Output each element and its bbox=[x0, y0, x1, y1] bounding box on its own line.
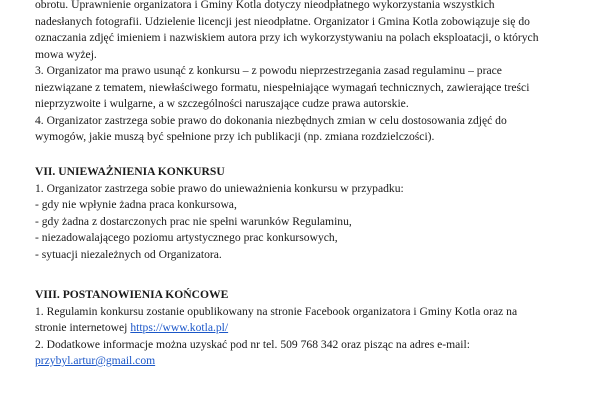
paragraph-line: nadesłanych fotografii. Udzielenie licencji jest nieodpłatne. Organizator i Gmina Kotla zobowiązuje się do bbox=[35, 14, 530, 28]
paragraph-line: 1. Organizator zastrzega sobie prawo do unieważnienia konkursu w przypadku: bbox=[35, 181, 404, 195]
paragraph-line: obrotu. Uprawnienie organizatora i Gminy Kotla dotyczy nieodpłatnego wykorzystania wszystkich bbox=[35, 0, 495, 11]
website-link[interactable]: https://www.kotla.pl/ bbox=[130, 321, 229, 334]
paragraph-line: 1. Regulamin konkursu zostanie opublikowany na stronie Facebook organizatora i Gminy Kotla oraz na bbox=[35, 304, 518, 318]
paragraph-line: oznaczania zdjęć imieniem i nazwiskiem autora przy ich wykorzystywaniu na polach eksploatacji, o których bbox=[35, 31, 539, 44]
paragraph-line: 4. Organizator zastrzega sobie prawo do dokonania niezbędnych zmian w celu dostosowania zdjęć do bbox=[35, 113, 507, 127]
paragraph-line: wymogów, jakie muszą być spełnione przy ich publikacji (np. zmiana rozdzielczości). bbox=[35, 130, 435, 143]
section-heading-7: VII. UNIEWAŻNIENIA KONKURSU bbox=[35, 165, 225, 178]
paragraph-line: mowa wyżej. bbox=[35, 47, 97, 61]
list-item: - gdy żadna z dostarczonych prac nie spełni warunków Regulaminu, bbox=[35, 214, 352, 228]
section-heading-8: VIII. POSTANOWIENIA KOŃCOWE bbox=[35, 288, 229, 301]
paragraph-line: 3. Organizator ma prawo usunąć z konkursu – z powodu nieprzestrzegania zasad regulaminu – prace bbox=[35, 64, 502, 77]
list-item: - gdy nie wpłynie żadna praca konkursowa, bbox=[35, 198, 237, 211]
email-link[interactable]: przybyl.artur@gmail.com bbox=[35, 354, 156, 367]
paragraph-text: stronie internetowej bbox=[35, 321, 131, 334]
paragraph-line: niezwiązane z tematem, niewłaściwego formatu, niespełniające wymagań technicznych, zawierające treści bbox=[35, 80, 530, 94]
paragraph-line: nieprzyzwoite i wulgarne, a w szczególności naruszające cudze prawa autorskie. bbox=[35, 97, 409, 110]
paragraph-line bbox=[35, 353, 155, 369]
paragraph-line: 2. Dodatkowe informacje można uzyskać pod nr tel. 509 768 342 oraz pisząc na adres e-mail: bbox=[35, 337, 470, 351]
paragraph-line bbox=[35, 320, 228, 336]
list-item: - sytuacji niezależnych od Organizatora. bbox=[35, 247, 222, 261]
list-item: - niezadowalającego poziomu artystycznego prac konkursowych, bbox=[35, 231, 338, 244]
